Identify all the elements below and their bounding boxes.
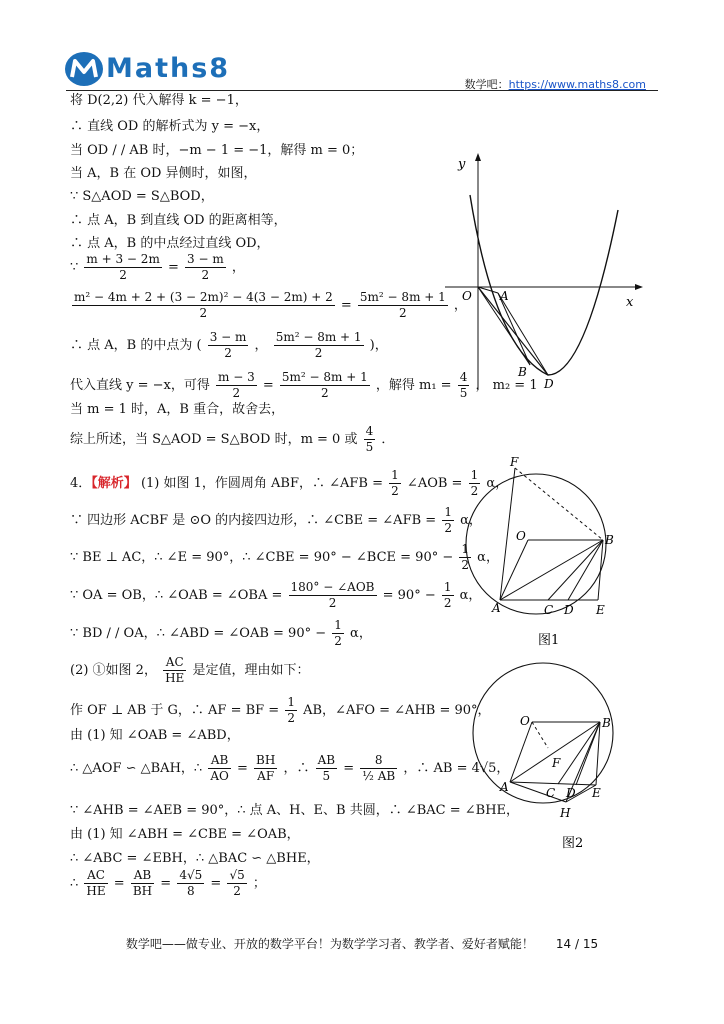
- eq-text: α，: [459, 588, 482, 603]
- fraction: [208, 753, 231, 784]
- fraction: [254, 753, 277, 784]
- fraction: [72, 290, 335, 321]
- equation-line: [70, 618, 372, 649]
- line-cb: [548, 540, 603, 600]
- line-ab: [510, 722, 600, 782]
- numerator: 5m² − 8m + 1: [275, 330, 362, 344]
- figure-1: [458, 452, 618, 650]
- fraction: [332, 618, 344, 649]
- label-a: A: [500, 289, 509, 303]
- eq-text: α，: [350, 626, 372, 641]
- y-axis-arrow-icon: [475, 153, 481, 161]
- eq-text: ∵ 四边形 ACBF 是 ⊙O 的内接四边形，∴ ∠CBE = ∠AFB =: [70, 513, 437, 528]
- figure-2: [466, 655, 626, 855]
- page-footer: [0, 935, 724, 952]
- equation-line: [70, 542, 499, 573]
- eq-text: ．: [381, 432, 395, 447]
- eq-text: ，解得 m₁ =: [375, 378, 452, 393]
- fraction: [360, 753, 397, 784]
- eq-text: ∵ BD / / OA，∴ ∠ABD = ∠OAB = 90° −: [70, 626, 327, 641]
- site-label: 数学吧：: [464, 78, 509, 91]
- fraction: [84, 252, 161, 283]
- fraction: [216, 370, 257, 401]
- numerator: AB: [208, 753, 231, 769]
- numerator: AC: [84, 868, 107, 884]
- eq-text: ∵ BE ⊥ AC，∴ ∠E = 90°，∴ ∠CBE = 90° − ∠BCE = 90° −: [70, 550, 454, 565]
- eq-text: 代入直线 y = −x，可得: [70, 378, 210, 393]
- eq-text: ，: [453, 298, 467, 313]
- line-of-dashed: [532, 722, 548, 748]
- label-c: C: [546, 786, 556, 800]
- label-a: A: [492, 601, 501, 615]
- numerator: 1: [334, 618, 342, 632]
- equation-line: [70, 505, 482, 536]
- fraction: [163, 655, 186, 686]
- numerator: 4: [459, 370, 468, 384]
- x-axis-arrow-icon: [635, 284, 643, 290]
- numerator: 3 − m: [209, 330, 247, 344]
- equation-line: [70, 290, 467, 321]
- parabola-graph: [440, 150, 650, 395]
- eq-text: ，: [254, 338, 268, 353]
- eq-text: ∴ △AOF ∽ △BAH，∴: [70, 761, 203, 776]
- line-ae: [510, 782, 596, 785]
- line-ab: [498, 293, 530, 365]
- text-line: 将 D(2,2) 代入解得 k = −1，: [70, 93, 248, 108]
- eq-text: 是定值，理由如下：: [192, 663, 310, 678]
- numerator: BH: [256, 753, 276, 767]
- label-f: F: [510, 455, 519, 469]
- eq-text: ∵: [70, 260, 79, 275]
- label-d: D: [544, 377, 554, 391]
- eq-text: α，: [460, 513, 482, 528]
- denominator: 2: [199, 306, 208, 320]
- numerator: 3 − m: [187, 252, 224, 266]
- denominator: 5: [365, 440, 374, 454]
- numerator: AC: [163, 655, 186, 671]
- fraction: [389, 468, 401, 499]
- text-line: 由 (1) 知 ∠ABH = ∠CBE = ∠OAB，: [70, 827, 300, 842]
- label-o: O: [516, 529, 526, 543]
- eq-text: = 90° −: [382, 588, 436, 603]
- text-line: 当 A，B 在 OD 异侧时，如图，: [70, 166, 257, 181]
- denominator: 2: [399, 306, 407, 320]
- fraction: [442, 580, 454, 611]
- eq-text: α，: [486, 476, 509, 491]
- page-number: 14 / 15: [555, 937, 599, 951]
- numerator: m + 3 − 2m: [86, 252, 160, 266]
- denominator: 2: [320, 386, 329, 400]
- fraction: [364, 424, 376, 455]
- eq-text: ∴: [70, 876, 79, 891]
- denominator: AO: [210, 769, 229, 783]
- equation-line: [70, 330, 388, 361]
- line-od: [478, 287, 548, 375]
- denominator: 5: [322, 769, 331, 783]
- equation-line: [70, 468, 508, 499]
- label-y: y: [458, 157, 466, 172]
- text-line: ∵ ∠AHB = ∠AEB = 90°，∴ 点 A、H、E、B 共圆，∴ ∠BAC = ∠BHE，: [70, 803, 520, 818]
- line-fa: [500, 468, 515, 600]
- denominator: 2: [328, 596, 337, 610]
- fraction: [316, 753, 337, 784]
- numerator: AB: [131, 868, 154, 884]
- label-e: E: [596, 603, 605, 617]
- denominator: 2: [443, 596, 452, 610]
- numerator: 1: [443, 580, 452, 594]
- fraction: [280, 370, 370, 401]
- label-d: D: [566, 786, 576, 800]
- denominator: 2: [334, 634, 342, 648]
- parabola-curve: [470, 195, 618, 375]
- eq-text: =: [210, 876, 222, 891]
- analysis-tag: 【解析】: [91, 476, 137, 491]
- question-number: 4．: [70, 476, 92, 491]
- text-line: ∴ 点 A，B 到直线 OD 的距离相等，: [70, 213, 287, 228]
- line-oa: [510, 722, 532, 782]
- line-ad: [498, 293, 548, 375]
- label-b: B: [605, 533, 614, 547]
- label-d: D: [564, 603, 574, 617]
- equation-line: [70, 655, 309, 686]
- text-line: ∵ S△AOD = S△BOD，: [70, 189, 214, 204]
- equation-line: [70, 868, 266, 899]
- eq-text: =: [167, 260, 179, 275]
- line-fb-dashed: [515, 468, 603, 540]
- eq-text: ∵ OA = OB，∴ ∠OAB = ∠OBA =: [70, 588, 283, 603]
- eq-text: ∴ 点 A，B 的中点为 (: [70, 338, 202, 353]
- numerator: 4: [365, 424, 374, 438]
- numerator: 5m² − 8m + 1: [359, 290, 446, 304]
- denominator: 2: [461, 558, 470, 572]
- fraction: [177, 868, 204, 899]
- text-line: ∴ ∠ABC = ∠EBH，∴ △BAC ∽ △BHE，: [70, 851, 320, 866]
- eq-text: =: [113, 876, 125, 891]
- eq-text: =: [160, 876, 172, 891]
- equation-line: [70, 252, 245, 283]
- fraction: [274, 330, 364, 361]
- denominator: 2: [314, 346, 323, 360]
- denominator: 2: [224, 346, 232, 360]
- fraction: [131, 868, 154, 899]
- label-a: A: [500, 780, 509, 794]
- fraction: [227, 868, 246, 899]
- label-f: F: [552, 756, 561, 770]
- eq-text: ；: [252, 876, 266, 891]
- line-db: [568, 540, 603, 600]
- eq-text: ，∴: [283, 761, 310, 776]
- text-line: 当 OD / / AB 时，−m − 1 = −1，解得 m = 0；: [70, 143, 364, 158]
- text-line: ∴ 直线 OD 的解析式为 y = −x，: [70, 119, 270, 134]
- fraction: [84, 868, 107, 899]
- denominator: BH: [132, 884, 153, 898]
- denominator: 8: [186, 884, 195, 898]
- eq-text: ，: [231, 260, 245, 275]
- label-h: H: [560, 806, 571, 820]
- eq-text: ∠AOB =: [406, 476, 463, 491]
- footer-slogan: 数学吧——做专业、开放的数学平台！为数学学习者、教学者、爱好者赋能！: [125, 937, 534, 951]
- numerator: 4√5: [179, 868, 203, 882]
- numerator: m − 3: [218, 370, 255, 384]
- numerator: 1: [470, 468, 479, 482]
- denominator: AF: [257, 769, 275, 783]
- text-line: 当 m = 1 时，A，B 重合，故舍去，: [70, 402, 285, 417]
- eq-text: ， m₂ = 1: [475, 378, 538, 393]
- denominator: HE: [165, 671, 185, 685]
- equation-line: [70, 580, 481, 611]
- header-divider: [66, 90, 658, 91]
- numerator: m² − 4m + 2 + (3 − 2m)² − 4(3 − 2m) + 2: [74, 290, 333, 304]
- equation-line: [70, 753, 509, 784]
- eq-text: =: [262, 378, 274, 393]
- equation-line: [70, 695, 491, 726]
- denominator: 2: [470, 484, 479, 498]
- eq-text: =: [343, 761, 355, 776]
- fraction: [285, 695, 297, 726]
- denominator: 2: [232, 386, 241, 400]
- line-oa: [500, 540, 528, 600]
- numerator: 1: [287, 695, 295, 709]
- denominator: HE: [86, 884, 106, 898]
- denominator: 2: [201, 268, 210, 282]
- label-o: O: [462, 289, 472, 303]
- eq-text: 综上所述，当 S△AOD = S△BOD 时，m = 0 或: [70, 432, 358, 447]
- text-line: 由 (1) 知 ∠OAB = ∠ABD，: [70, 728, 240, 743]
- fraction: [358, 290, 448, 321]
- numerator: 8: [360, 753, 397, 769]
- figure-2-caption: 图2: [562, 836, 584, 851]
- label-x: x: [626, 295, 634, 310]
- eq-text: 作 OF ⊥ AB 于 G，∴ AF = BF =: [70, 703, 280, 718]
- eq-text: (1) 如图 1，作圆周角 ABF，∴ ∠AFB =: [140, 476, 383, 491]
- numerator: 1: [391, 468, 399, 482]
- denominator: 2: [391, 484, 399, 498]
- numerator: 5m² − 8m + 1: [281, 370, 368, 384]
- denominator: 2: [287, 711, 295, 725]
- logo-text: Maths8: [106, 53, 231, 84]
- label-e: E: [592, 786, 601, 800]
- equation-line: [70, 424, 394, 455]
- text-line: ∴ 点 A，B 的中点经过直线 OD，: [70, 236, 270, 251]
- numerator: 1: [461, 542, 470, 556]
- eq-text: ，∴ AB = 4√5，: [403, 761, 510, 776]
- eq-text: (2) ①如图 2，: [70, 663, 157, 678]
- eq-text: =: [236, 761, 248, 776]
- numerator: AB: [317, 753, 336, 767]
- numerator: 180° − ∠AOB: [290, 580, 375, 594]
- denominator: 2: [233, 884, 241, 898]
- eq-text: α，: [477, 550, 499, 565]
- figure-1-caption: 图1: [538, 633, 560, 648]
- fraction: [442, 505, 454, 536]
- eq-text: =: [340, 298, 352, 313]
- denominator: 2: [444, 521, 452, 535]
- line-eb: [598, 540, 603, 600]
- fraction: [185, 252, 226, 283]
- fraction: [208, 330, 249, 361]
- site-url-link[interactable]: https://www.maths8.com: [508, 78, 646, 91]
- label-b: B: [518, 365, 527, 379]
- eq-text: AB，∠AFO = ∠AHB = 90°，: [303, 703, 491, 718]
- denominator: 5: [459, 386, 468, 400]
- line-cb: [558, 722, 600, 784]
- logo-mark-icon: [64, 50, 104, 88]
- eq-text: )，: [369, 338, 388, 353]
- fraction: [289, 580, 377, 611]
- numerator: √5: [229, 868, 245, 882]
- denominator: 2: [119, 268, 127, 282]
- label-b: B: [602, 716, 611, 730]
- label-o: O: [520, 714, 530, 728]
- circle-o: [466, 474, 606, 614]
- numerator: 1: [444, 505, 452, 519]
- label-c: C: [544, 603, 554, 617]
- denominator: ½ AB: [362, 769, 396, 783]
